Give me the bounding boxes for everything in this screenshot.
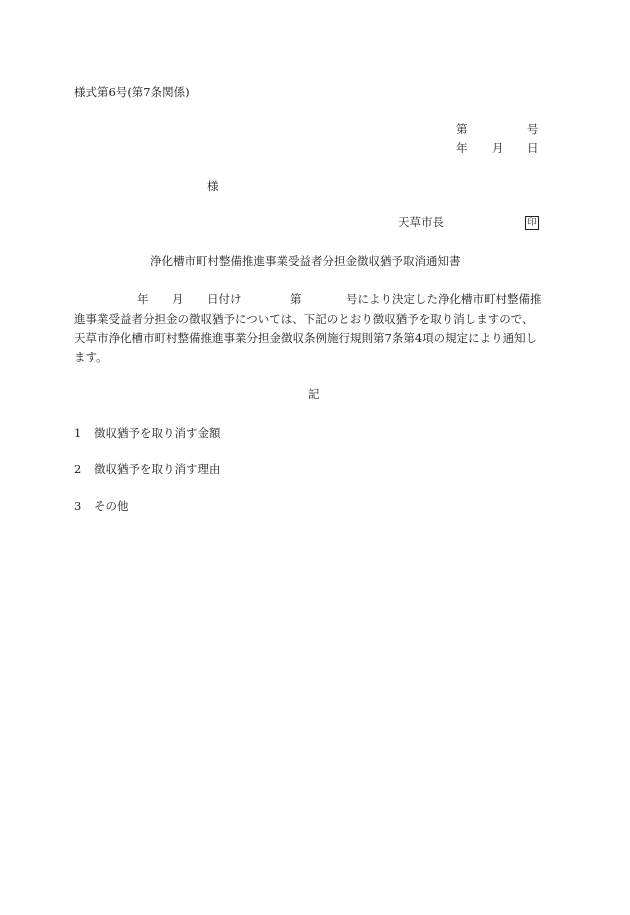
list-item bbox=[74, 464, 221, 476]
addressee-honorific: 様 bbox=[207, 179, 219, 193]
body-blank-year: 年 bbox=[137, 292, 149, 306]
list-item-label: 徴収猶予を取り消す理由 bbox=[94, 462, 221, 476]
document-title: 浄化槽市町村整備推進事業受益者分担金徴収猶予取消通知書 bbox=[150, 254, 461, 268]
date-day-label: 日 bbox=[527, 141, 539, 155]
issuer-title: 天草市長 bbox=[398, 215, 444, 229]
list-item bbox=[74, 501, 129, 513]
date-month-label: 月 bbox=[492, 141, 504, 155]
list-item-label: その他 bbox=[94, 499, 129, 513]
body-blank-number-prefix: 第 bbox=[290, 292, 302, 306]
list-item bbox=[74, 428, 221, 440]
body-blank-dated: 日付け bbox=[207, 292, 242, 306]
list-item-number: 2 bbox=[74, 462, 82, 476]
body-line-3: 天草市浄化槽市町村整備推進事業分担金徴収条例施行規則第7条第4項の規定により通知し bbox=[74, 331, 538, 345]
list-item-label: 徴収猶予を取り消す金額 bbox=[94, 426, 221, 440]
list-item-number: 3 bbox=[74, 499, 82, 513]
date-year-label: 年 bbox=[456, 141, 468, 155]
seal-stamp-box: 印 bbox=[525, 216, 539, 230]
body-line-1: 号により決定した浄化槽市町村整備推 bbox=[346, 292, 542, 306]
document-number-suffix: 号 bbox=[527, 122, 539, 136]
list-item-number: 1 bbox=[74, 426, 82, 440]
document-number-prefix: 第 bbox=[456, 122, 468, 136]
ki-heading: 記 bbox=[308, 387, 320, 401]
form-number: 様式第6号(第7条関係) bbox=[74, 85, 190, 99]
body-line-2: 進事業受益者分担金の徴収猶予については、下記のとおり徴収猶予を取り消しますので、 bbox=[74, 312, 534, 326]
body-blank-month: 月 bbox=[172, 292, 184, 306]
body-line-4: ます。 bbox=[74, 350, 108, 364]
